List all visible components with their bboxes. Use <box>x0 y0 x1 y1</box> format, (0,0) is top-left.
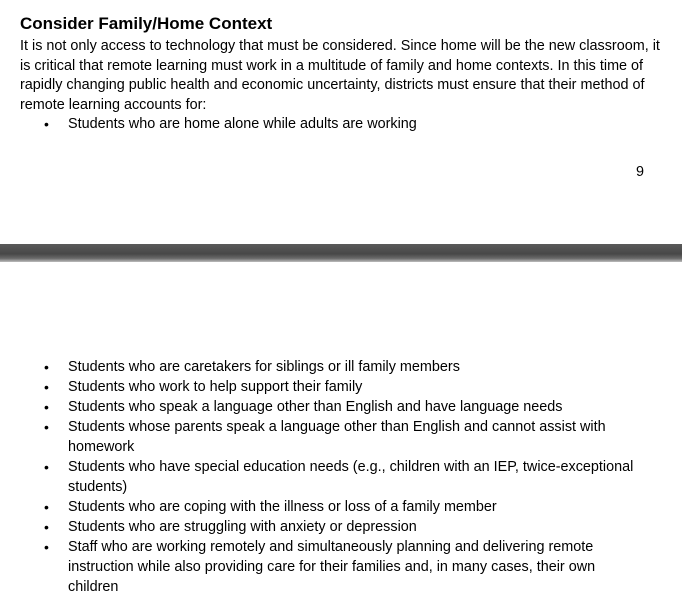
bullet-icon: • <box>44 399 49 415</box>
bullet-icon: • <box>44 539 49 555</box>
list-item-text: Students who are coping with the illness or loss of a family member <box>68 499 497 515</box>
list-item <box>0 397 682 417</box>
list-item-text: Students who speak a language other than English and have language needs <box>68 399 563 415</box>
list-item-text: Students who have special education needs (e.g., children with an IEP, twice-exceptional students) <box>68 459 634 495</box>
list-item <box>0 497 682 517</box>
list-item <box>0 377 682 397</box>
list-item-text: Staff who are working remotely and simultaneously planning and delivering remote instruction while also providing care for their families and, in many cases, their own children <box>68 539 596 595</box>
document-page-top <box>0 0 682 244</box>
bullet-icon: • <box>44 116 49 132</box>
list-item-text: Students who work to help support their family <box>68 379 363 395</box>
bullet-list-top <box>0 114 682 134</box>
document-page-bottom <box>0 262 682 609</box>
list-item <box>0 457 682 497</box>
intro-paragraph: It is not only access to technology that must be considered. Since home will be the new classroom, it is critical that remote learning must work in a multitude of family and home contexts. In this time of rapidly changing public health and economic uncertainty, districts must ensure that their method of remote learning accounts for: <box>20 38 660 114</box>
bullet-icon: • <box>44 359 49 375</box>
list-item <box>0 417 682 457</box>
list-item-text: Students who are home alone while adults are working <box>68 116 417 132</box>
list-item <box>0 537 682 597</box>
list-item <box>0 357 682 377</box>
page-number: 9 <box>636 164 645 180</box>
list-item <box>0 517 682 537</box>
bullet-icon: • <box>44 499 49 515</box>
bullet-icon: • <box>44 379 49 395</box>
list-item-text: Students who are caretakers for siblings or ill family members <box>68 359 460 375</box>
bullet-icon: • <box>44 519 49 535</box>
section-heading: Consider Family/Home Context <box>20 14 273 33</box>
bullet-icon: • <box>44 419 49 435</box>
list-item <box>0 114 682 134</box>
list-item-text: Students whose parents speak a language other than English and cannot assist with homework <box>68 419 606 455</box>
bullet-icon: • <box>44 459 49 475</box>
bullet-list-bottom <box>0 357 682 597</box>
list-item-text: Students who are struggling with anxiety or depression <box>68 519 417 535</box>
page-break-divider <box>0 244 682 262</box>
